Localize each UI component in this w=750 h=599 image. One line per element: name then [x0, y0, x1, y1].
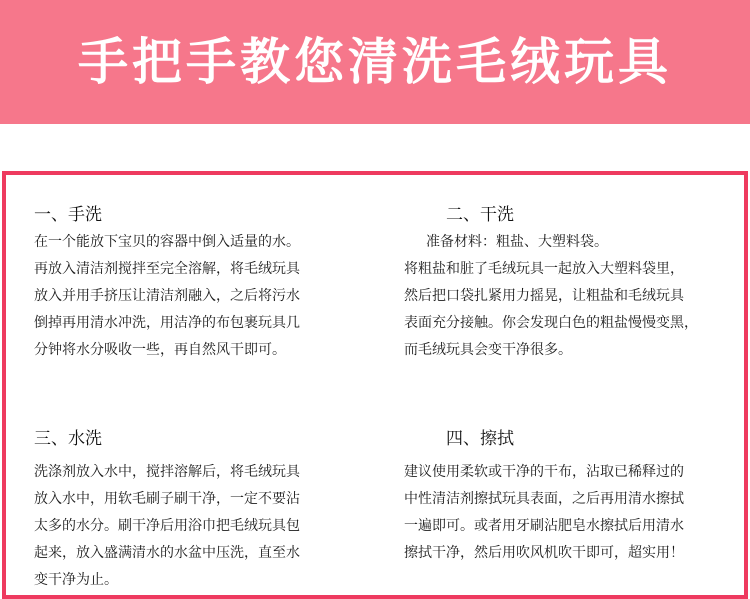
page-title: 手把手教您清洗毛绒玩具 [78, 33, 672, 91]
section-text-line: 准备材料：粗盐、大塑料袋。 [426, 234, 608, 250]
section-text-line: 起来，放入盛满清水的水盆中压洗，直至水 [34, 545, 300, 561]
section-hand-wash [34, 203, 300, 364]
section-text-line: 分钟将水分吸收一些，再自然风干即可。 [34, 342, 286, 358]
section-text-line: 表面充分接触。你会发现白色的粗盐慢慢变黑， [404, 315, 698, 331]
section-text-line: 再放入清洁剂搅拌至完全溶解，将毛绒玩具 [34, 261, 300, 277]
section-text-line: 变干净为止。 [34, 572, 118, 588]
section-title: 四、擦拭 [446, 429, 514, 449]
section-water-wash [34, 427, 300, 594]
section-body [404, 459, 684, 567]
header-banner [0, 0, 750, 124]
section-title: 一、手洗 [34, 205, 102, 225]
section-dry-clean [404, 203, 698, 364]
section-text-line: 太多的水分。刷干净后用浴巾把毛绒玩具包 [34, 518, 300, 534]
section-body [34, 459, 300, 594]
section-text-line: 中性清洁剂擦拭玩具表面，之后再用清水擦拭 [404, 491, 684, 507]
section-body [34, 229, 300, 364]
section-text-line: 将粗盐和脏了毛绒玩具一起放入大塑料袋里， [404, 261, 684, 277]
section-text-line: 建议使用柔软或干净的干布，沾取已稀释过的 [404, 464, 684, 480]
instructions-panel [2, 171, 748, 599]
section-text-line: 然后把口袋扎紧用力摇晃，让粗盐和毛绒玩具 [404, 288, 684, 304]
section-text-line: 洗涤剂放入水中，搅拌溶解后，将毛绒玩具 [34, 464, 300, 480]
section-text-line: 放入并用手挤压让清洁剂融入，之后将污水 [34, 288, 300, 304]
section-title: 二、干洗 [446, 205, 514, 225]
section-text-line: 倒掉再用清水冲洗，用洁净的布包裹玩具几 [34, 315, 300, 331]
section-title: 三、水洗 [34, 429, 102, 449]
section-text-line: 在一个能放下宝贝的容器中倒入适量的水。 [34, 234, 300, 250]
section-text-line: 放入水中，用软毛刷子刷干净，一定不要沾 [34, 491, 300, 507]
section-text-line: 而毛绒玩具会变干净很多。 [404, 342, 572, 358]
section-body [404, 229, 698, 364]
section-text-line: 擦拭干净，然后用吹风机吹干即可，超实用！ [404, 545, 684, 561]
section-wipe [404, 427, 684, 567]
section-text-line: 一遍即可。或者用牙刷沾肥皂水擦拭后用清水 [404, 518, 684, 534]
